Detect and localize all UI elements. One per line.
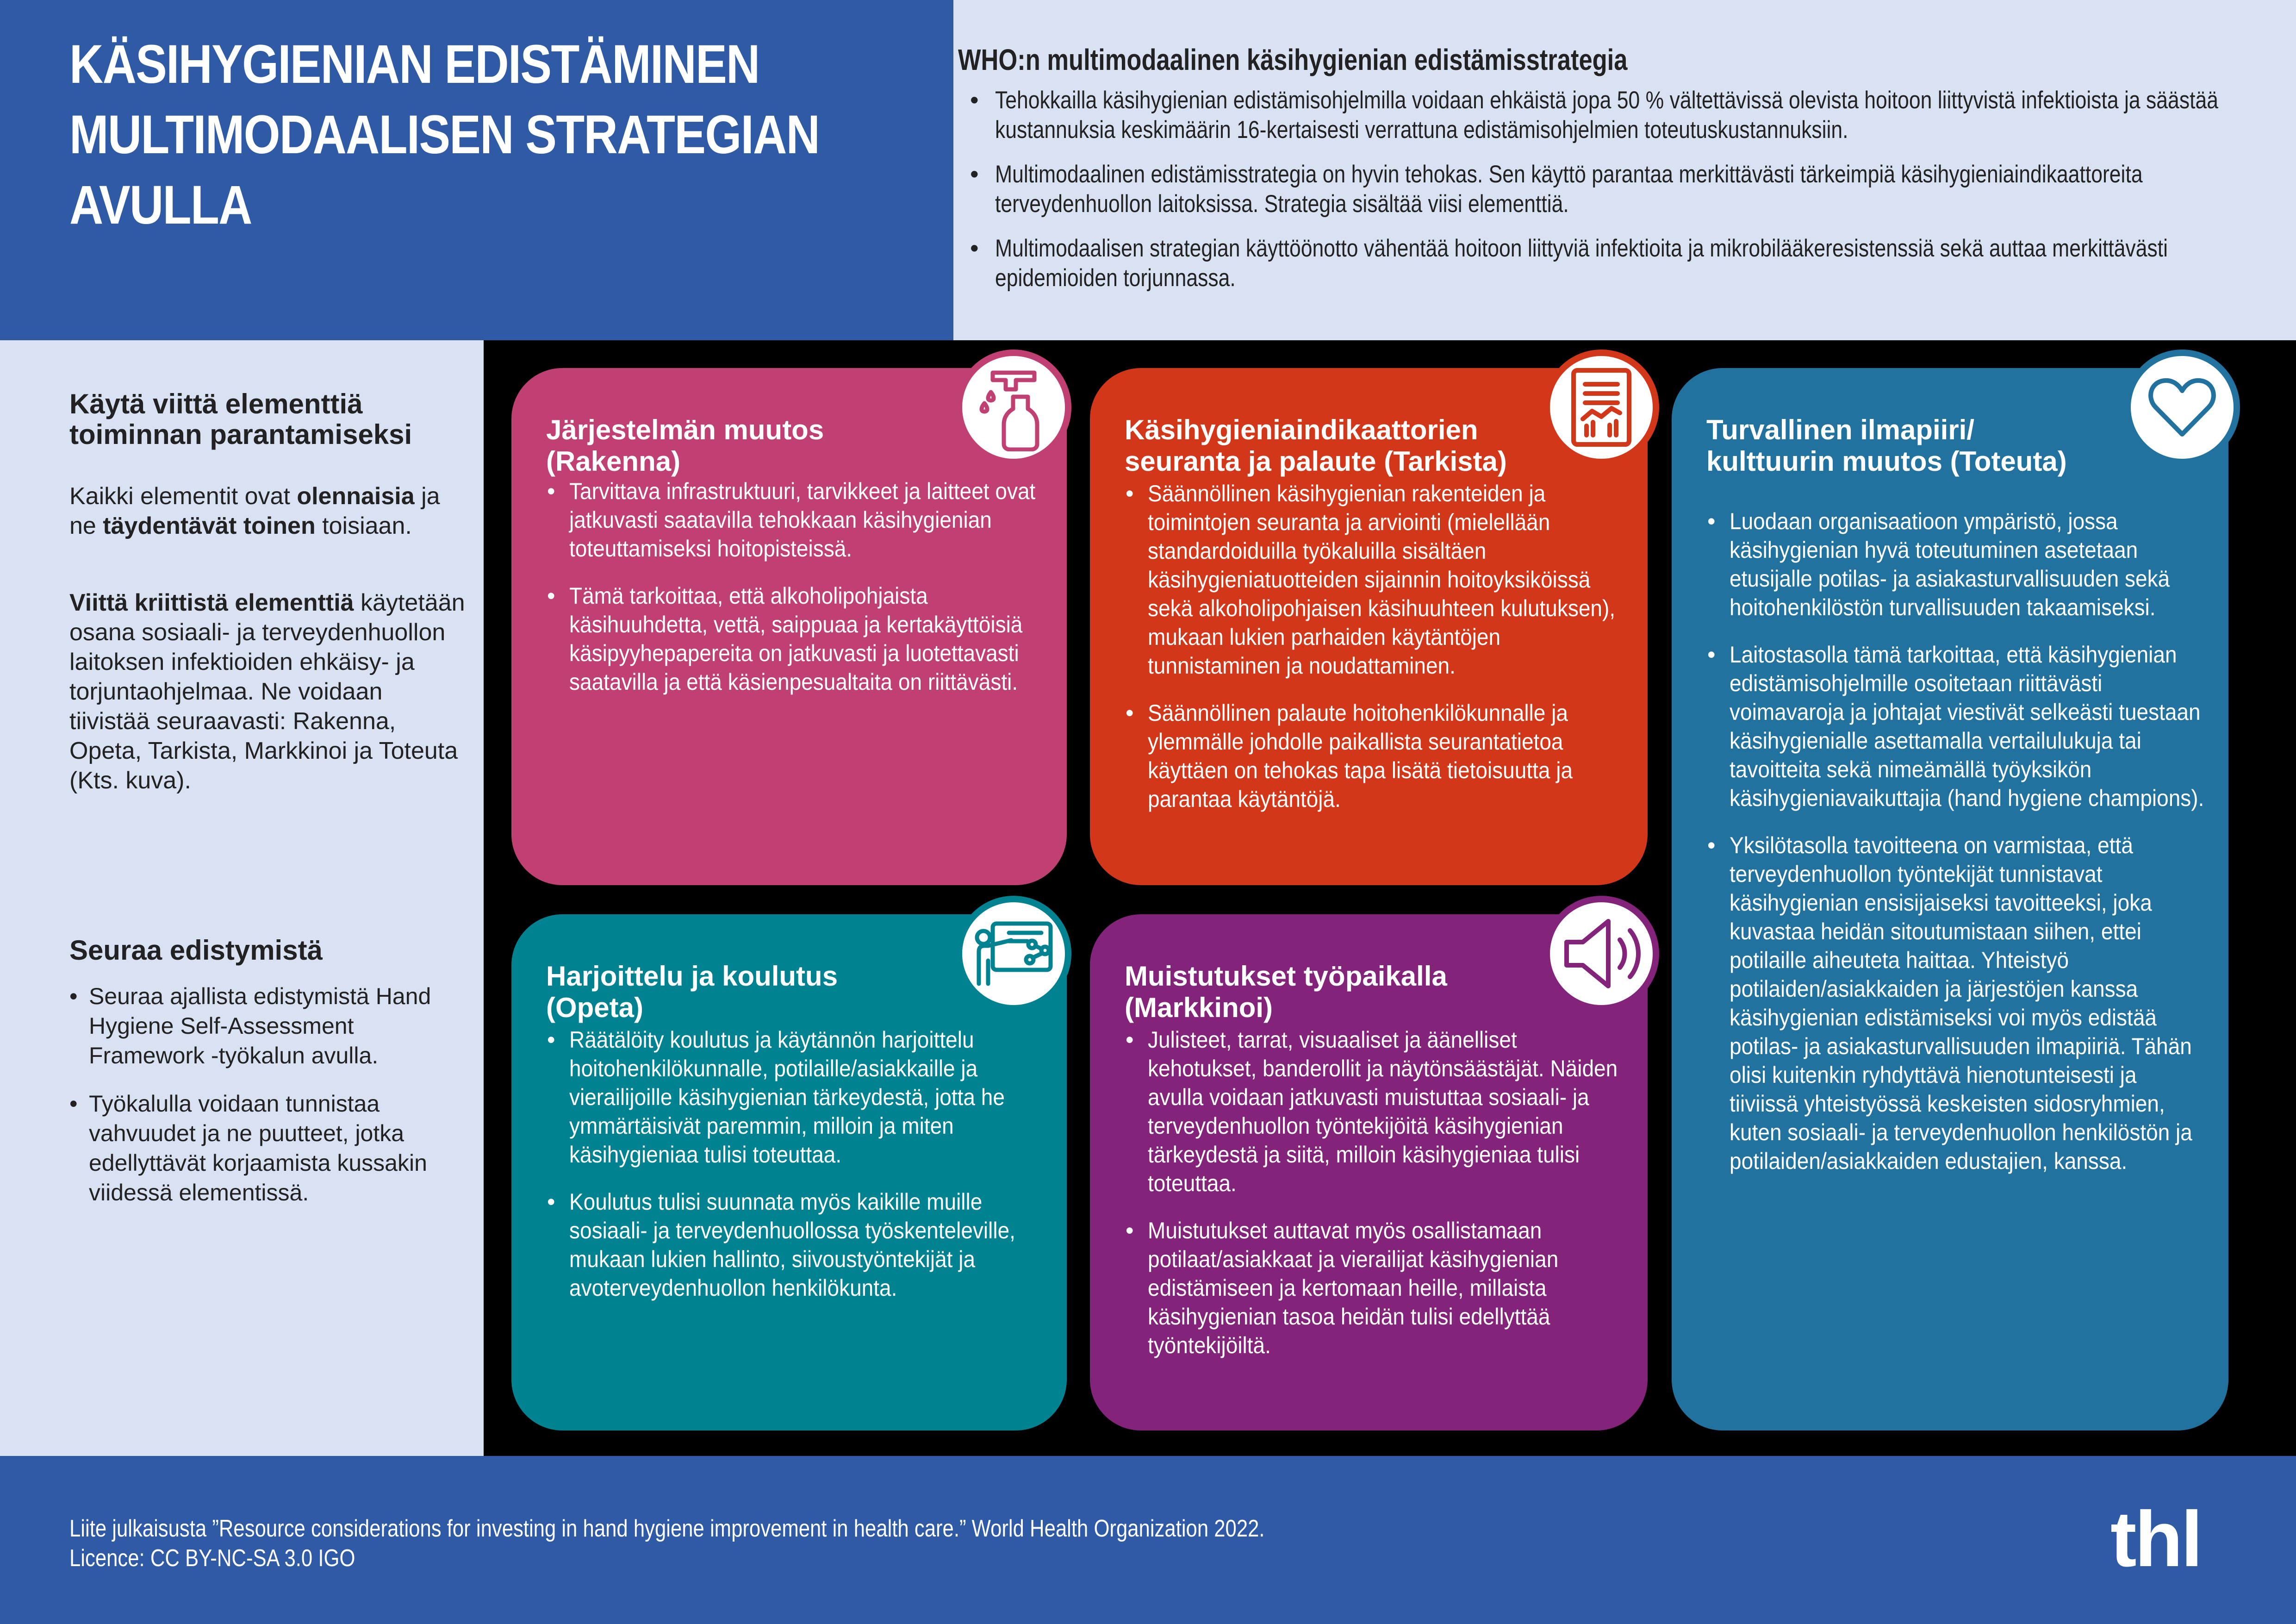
card-title: Järjestelmän muutos (Rakenna)	[546, 414, 824, 477]
card-toteuta	[1672, 368, 2228, 1430]
progress-point: • Työkalulla voidaan tunnistaa vahvuudet ja ne puutteet, jotka edellyttävät korjaamista kussakin viidessä elementissä.	[69, 1089, 467, 1207]
card-title: Turvallinen ilmapiiri/ kulttuurin muutos (Toteuta)	[1706, 414, 2067, 477]
card-point: • Laitostasolla tämä tarkoittaa, että käsihygienian edistämisohjelmille osoitetaan riittävästi voimavaroja ja johtajat viestivät selkeästi tuestaan käsihygienialle asettamalla vertailulukuja tai tavoitteita sekä nimeämällä työyksikön käsihygieniavaikuttajia (hand hygiene champions).	[1706, 640, 2210, 812]
card-points	[546, 477, 1041, 715]
card-point: • Räätälöity koulutus ja käytännön harjoittelu hoitohenkilökunnalle, potilaille/asiakkaille ja vierailijoille käsihygienian tärkeydestä, jotta he ymmärtäisivät paremmin, milloin ja miten käsihygieniaa tulisi toteuttaa.	[546, 1025, 1046, 1169]
card-points	[1706, 507, 2210, 1194]
speaker-icon	[1543, 896, 1659, 1012]
card-point: • Julisteet, tarrat, visuaaliset ja äänelliset kehotukset, banderollit ja näytönsäästäjät. Näiden avulla voidaan jatkuvasti muistuttaa sosiaali- ja terveydenhuollon työntekijöitä käsihygienian tärkeydestä ja siitä, milloin käsihygieniaa tulisi toteuttaa.	[1125, 1025, 1624, 1198]
card-point: • Koulutus tulisi suunnata myös kaikille muille sosiaali- ja terveydenhuollossa työskenteleville, mukaan lukien hallinto, siivoustyöntekijät ja avoterveydenhuollon henkilökunta.	[546, 1187, 1046, 1302]
footer-citation	[69, 1514, 1265, 1573]
sidebar-paragraph-five-elements: Viittä kriittistä elementtiä käytetään osana sosiaali- ja terveydenhuollon laitoksen infektioiden ehkäisy- ja torjuntaohjelmaa. Ne voidaan tiivistää seuraavasti: Rakenna, Opeta, Tarkista, Markkinoi ja Toteuta (Kts. kuva).	[69, 589, 465, 794]
footer-source: Liite julkaisusta ”Resource considerations for investing in hand hygiene improvement in health care.” World Health Organization 2022.	[69, 1515, 1265, 1542]
sidebar-paragraph-essential: Kaikki elementit ovat olennaisia ja ne täydentävät toinen toisiaan.	[69, 483, 440, 539]
presentation-board-icon	[956, 896, 1071, 1012]
page-title-line-3: AVULLA	[69, 175, 252, 236]
card-title: Käsihygieniaindikaattorien seuranta ja palaute (Tarkista)	[1125, 414, 1507, 477]
progress-point: • Seuraa ajallista edistymistä Hand Hygiene Self-Assessment Framework -työkalun avulla.	[69, 981, 467, 1070]
sidebar-heading-elements: Käytä viittä elementtiä toiminnan parantamiseksi	[69, 388, 412, 450]
card-point: • Tarvittava infrastruktuuri, tarvikkeet ja laitteet ovat jatkuvasti saatavilla tehokkaan käsihygienian toteuttamiseksi hoitopisteissä.	[546, 477, 1041, 563]
card-points	[1125, 1025, 1624, 1378]
card-point: • Muistutukset auttavat myös osallistamaan potilaat/asiakkaat ja vierailijat käsihygienian edistämiseen ja kertomaan heille, millaista käsihygienian tasoa heidän tulisi edellyttää työntekijöiltä.	[1125, 1216, 1624, 1360]
card-point: • Säännöllinen palaute hoitohenkilökunnalle ja ylemmälle johdolle paikallista seurantatietoa käyttäen on tehokas tapa lisätä tietoisuutta ja parantaa käytäntöjä.	[1125, 699, 1624, 813]
card-point: • Yksilötasolla tavoitteena on varmistaa, että terveydenhuollon työntekijät tunnistavat käsihygienian ensisijaiseksi tavoitteeksi, joka kuvastaa heidän sitoutumistaan siihen, ettei potilaille aiheuteta haittaa. Yhteistyö potilaiden/asiakkaiden ja järjestöjen kanssa käsihygienian edistämiseksi voi myös edistää potilas- ja asiakasturvallisuuden ilmapiiriä. Tähän olisi kuitenkin ryhdyttävä hienotunteisesti ja tiiviissä yhteistyössä keskeisten sidosryhmien, kuten sosiaali- ja terveydenhuollon henkilöstön ja potilaiden/asiakkaiden edustajien, kanssa.	[1706, 831, 2210, 1175]
heart-icon	[2124, 350, 2240, 465]
thl-logo: thl	[2110, 1495, 2201, 1583]
page-title-line-2: MULTIMODAALISEN STRATEGIAN	[69, 104, 820, 165]
who-strategy-point: • Tehokkailla käsihygienian edistämisohjelmilla voidaan ehkäistä jopa 50 % vältettävissä olevista hoitoon liittyvistä infektioista ja säästää kustannuksia keskimäärin 16-kertaisesti verrattuna edistämisohjelmien toteutuskustannuksiin.	[963, 86, 2277, 145]
card-points	[1125, 479, 1624, 832]
report-chart-icon	[1543, 350, 1659, 465]
progress-list	[69, 981, 467, 1226]
card-point: • Tämä tarkoittaa, että alkoholipohjaista käsihuuhdetta, vettä, saippuaa ja kertakäyttöisiä käsipyyhepapereita on jatkuvasti ja luotettavasti saatavilla ja että käsienpesualtaita on riittävästi.	[546, 581, 1041, 696]
who-strategy-point: • Multimodaalisen strategian käyttöönotto vähentää hoitoon liittyviä infektioita ja mikrobilääkeresistenssiä sekä auttaa merkittävästi epidemioiden torjunnassa.	[963, 234, 2277, 293]
footer-licence: Licence: CC BY-NC-SA 3.0 IGO	[69, 1545, 355, 1572]
sidebar-heading-progress: Seuraa edistymistä	[69, 935, 323, 966]
card-points	[546, 1025, 1046, 1321]
who-strategy-point: • Multimodaalinen edistämisstrategia on hyvin tehokas. Sen käyttö parantaa merkittävästi tärkeimpiä käsihygieniaindikaattoreita terveydenhuollon laitoksissa. Strategia sisältää viisi elementtiä.	[963, 160, 2277, 219]
page-title	[69, 34, 820, 248]
page-title-line-1: KÄSIHYGIENIAN EDISTÄMINEN	[69, 34, 759, 95]
card-point: • Luodaan organisaatioon ympäristö, jossa käsihygienian hyvä toteutuminen asetetaan etusijalle potilas- ja asiakasturvallisuuden sekä hoitohenkilöstön turvallisuuden takaamiseksi.	[1706, 507, 2210, 622]
soap-dispenser-icon	[956, 350, 1071, 465]
who-strategy-list	[963, 86, 2277, 308]
card-title: Muistutukset työpaikalla (Markkinoi)	[1125, 961, 1447, 1023]
who-strategy-heading: WHO:n multimodaalinen käsihygienian edistämisstrategia	[958, 43, 1628, 76]
card-point: • Säännöllinen käsihygienian rakenteiden ja toimintojen seuranta ja arviointi (mielellään standardoiduilla työkaluilla sisältäen käsihygieniatuotteiden sijainnin hoitoyksiköissä sekä alkoholipohjaisen käsihuuhteen kulutuksen), mukaan lukien parhaiden käytäntöjen tunnistaminen ja noudattaminen.	[1125, 479, 1624, 680]
card-title: Harjoittelu ja koulutus (Opeta)	[546, 961, 838, 1023]
